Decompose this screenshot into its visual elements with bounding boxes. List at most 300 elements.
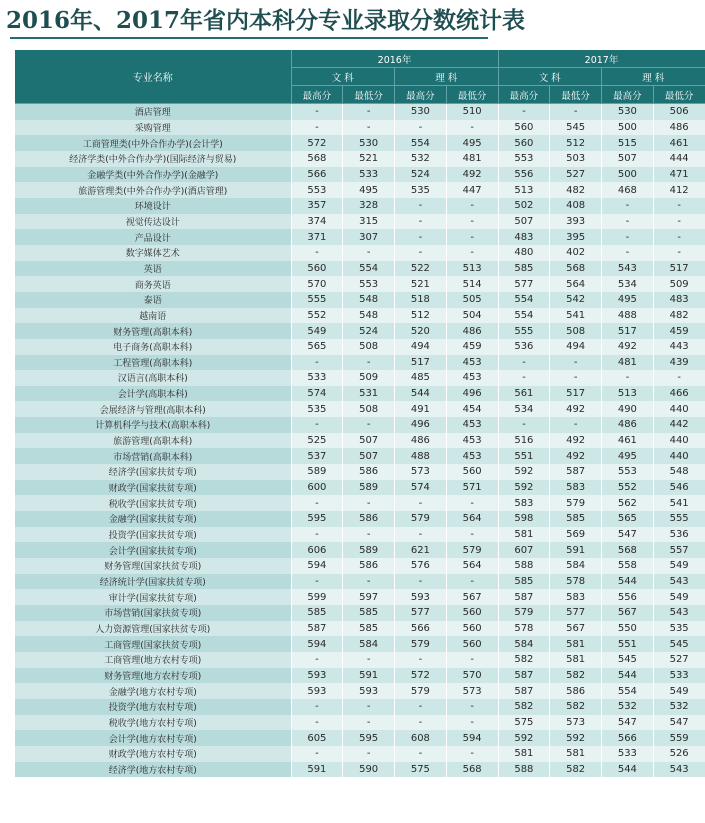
table-row: [15, 370, 705, 386]
score-cell: 551: [498, 448, 550, 464]
score-cell: 598: [498, 511, 550, 527]
score-cell: 588: [498, 558, 550, 574]
score-cell: 514: [446, 276, 498, 292]
score-cell: 453: [446, 433, 498, 449]
score-cell: -: [395, 495, 447, 511]
score-cell: 585: [343, 621, 395, 637]
score-cell: 513: [446, 261, 498, 277]
score-cell: 520: [395, 323, 447, 339]
score-cell: 548: [343, 308, 395, 324]
score-cell: 583: [550, 589, 602, 605]
score-header-max: 最高分: [602, 86, 654, 104]
score-cell: 408: [550, 198, 602, 214]
score-cell: 564: [550, 276, 602, 292]
table-row: [15, 511, 705, 527]
year-header-2016: 2016年: [291, 50, 498, 68]
score-cell: -: [395, 715, 447, 731]
score-cell: 586: [550, 683, 602, 699]
score-cell: 444: [653, 151, 705, 167]
score-cell: 566: [395, 621, 447, 637]
score-cell: -: [291, 715, 343, 731]
score-cell: 585: [498, 261, 550, 277]
score-cell: 534: [498, 401, 550, 417]
score-cell: -: [343, 355, 395, 371]
score-cell: -: [395, 120, 447, 136]
score-cell: 459: [446, 339, 498, 355]
score-table-container: [15, 50, 705, 777]
score-cell: 524: [395, 167, 447, 183]
table-row: [15, 433, 705, 449]
table-row: [15, 527, 705, 543]
score-cell: 509: [343, 370, 395, 386]
score-cell: 584: [498, 636, 550, 652]
score-cell: 315: [343, 214, 395, 230]
score-cell: 549: [653, 683, 705, 699]
score-cell: 593: [395, 589, 447, 605]
score-cell: 495: [446, 135, 498, 151]
score-cell: 507: [343, 433, 395, 449]
score-cell: 507: [602, 151, 654, 167]
score-cell: 546: [653, 480, 705, 496]
table-row: [15, 464, 705, 480]
table-row: [15, 276, 705, 292]
score-cell: -: [446, 229, 498, 245]
major-name-cell: 旅游管理(高职本科): [15, 433, 291, 449]
table-row: [15, 120, 705, 136]
score-cell: -: [343, 495, 395, 511]
score-cell: 581: [550, 636, 602, 652]
score-cell: 481: [446, 151, 498, 167]
score-cell: 558: [602, 558, 654, 574]
major-name-cell: 市场营销(国家扶贫专项): [15, 605, 291, 621]
score-cell: 579: [395, 683, 447, 699]
score-cell: 587: [498, 668, 550, 684]
score-cell: -: [602, 229, 654, 245]
score-cell: 594: [446, 730, 498, 746]
score-cell: 533: [343, 167, 395, 183]
major-name-cell: 工程管理(高职本科): [15, 355, 291, 371]
score-cell: -: [343, 699, 395, 715]
major-name-cell: 财务管理(地方农村专项): [15, 668, 291, 684]
score-cell: 549: [291, 323, 343, 339]
score-cell: 573: [550, 715, 602, 731]
score-cell: 579: [498, 605, 550, 621]
table-row: [15, 104, 705, 120]
score-cell: 522: [395, 261, 447, 277]
score-cell: -: [291, 245, 343, 261]
score-cell: 492: [550, 401, 602, 417]
major-name-cell: 电子商务(高职本科): [15, 339, 291, 355]
score-cell: 535: [291, 401, 343, 417]
score-cell: 440: [653, 433, 705, 449]
score-cell: 576: [395, 558, 447, 574]
score-cell: 439: [653, 355, 705, 371]
score-cell: 527: [550, 167, 602, 183]
score-cell: -: [446, 245, 498, 261]
score-cell: 440: [653, 401, 705, 417]
score-cell: 482: [653, 308, 705, 324]
score-cell: 587: [498, 589, 550, 605]
score-cell: 593: [343, 683, 395, 699]
score-cell: 579: [395, 511, 447, 527]
score-cell: 594: [291, 636, 343, 652]
score-cell: 582: [498, 699, 550, 715]
score-cell: 577: [395, 605, 447, 621]
score-cell: 543: [653, 574, 705, 590]
score-cell: 532: [395, 151, 447, 167]
table-row: [15, 683, 705, 699]
major-name-cell: 计算机科学与技术(高职本科): [15, 417, 291, 433]
score-cell: 544: [602, 762, 654, 778]
score-cell: 395: [550, 229, 602, 245]
score-cell: 549: [653, 558, 705, 574]
score-cell: 593: [291, 668, 343, 684]
score-cell: -: [446, 495, 498, 511]
score-cell: 587: [498, 683, 550, 699]
score-cell: 592: [498, 480, 550, 496]
score-cell: 571: [446, 480, 498, 496]
score-cell: 568: [446, 762, 498, 778]
score-cell: 607: [498, 542, 550, 558]
score-cell: 555: [291, 292, 343, 308]
score-cell: -: [602, 214, 654, 230]
score-cell: -: [550, 104, 602, 120]
score-cell: 575: [498, 715, 550, 731]
major-name-cell: 人力资源管理(国家扶贫专项): [15, 621, 291, 637]
major-name-cell: 工商管理类(中外合作办学)(会计学): [15, 135, 291, 151]
score-header-max: 最高分: [291, 86, 343, 104]
score-cell: -: [498, 104, 550, 120]
score-cell: 593: [291, 683, 343, 699]
score-cell: 555: [653, 511, 705, 527]
major-name-cell: 商务英语: [15, 276, 291, 292]
track-header-2016-science: 理 科: [395, 68, 499, 86]
score-cell: 564: [446, 511, 498, 527]
table-row: [15, 652, 705, 668]
score-cell: 554: [343, 261, 395, 277]
table-row: [15, 214, 705, 230]
score-cell: 492: [550, 433, 602, 449]
score-cell: 579: [550, 495, 602, 511]
score-cell: 357: [291, 198, 343, 214]
score-cell: 585: [291, 605, 343, 621]
score-cell: 527: [653, 652, 705, 668]
score-cell: 494: [550, 339, 602, 355]
score-cell: -: [446, 198, 498, 214]
major-name-cell: 采购管理: [15, 120, 291, 136]
table-row: [15, 292, 705, 308]
table-row: [15, 589, 705, 605]
major-name-cell: 英语: [15, 261, 291, 277]
score-cell: -: [395, 699, 447, 715]
score-cell: 545: [653, 636, 705, 652]
score-cell: -: [395, 746, 447, 762]
score-cell: 488: [395, 448, 447, 464]
score-cell: 572: [291, 135, 343, 151]
score-cell: -: [446, 574, 498, 590]
score-cell: 533: [291, 370, 343, 386]
major-name-cell: 汉语言(高职本科): [15, 370, 291, 386]
score-cell: 537: [291, 448, 343, 464]
major-name-cell: 酒店管理: [15, 104, 291, 120]
score-cell: 567: [602, 605, 654, 621]
score-cell: 328: [343, 198, 395, 214]
major-name-cell: 财政学(国家扶贫专项): [15, 480, 291, 496]
score-cell: 589: [343, 542, 395, 558]
score-table: [15, 50, 705, 777]
score-cell: 591: [343, 668, 395, 684]
table-row: [15, 323, 705, 339]
score-cell: 533: [653, 668, 705, 684]
score-cell: 548: [653, 464, 705, 480]
table-row: [15, 355, 705, 371]
score-cell: 526: [653, 746, 705, 762]
score-cell: 453: [446, 355, 498, 371]
score-cell: -: [395, 574, 447, 590]
score-cell: 548: [343, 292, 395, 308]
score-cell: 583: [550, 480, 602, 496]
score-cell: 468: [602, 182, 654, 198]
score-cell: 504: [446, 308, 498, 324]
score-cell: 461: [602, 433, 654, 449]
score-cell: 491: [395, 401, 447, 417]
score-header-max: 最高分: [395, 86, 447, 104]
score-cell: 574: [291, 386, 343, 402]
score-cell: -: [291, 527, 343, 543]
major-name-cell: 会计学(国家扶贫专项): [15, 542, 291, 558]
score-cell: 495: [602, 448, 654, 464]
score-cell: 577: [550, 605, 602, 621]
score-cell: 547: [602, 527, 654, 543]
score-header-min: 最低分: [550, 86, 602, 104]
major-name-cell: 审计学(国家扶贫专项): [15, 589, 291, 605]
score-cell: 486: [653, 120, 705, 136]
score-cell: 582: [550, 699, 602, 715]
score-cell: 480: [498, 245, 550, 261]
score-cell: -: [653, 370, 705, 386]
score-cell: 495: [343, 182, 395, 198]
score-cell: 554: [498, 292, 550, 308]
score-cell: 506: [653, 104, 705, 120]
score-header-max: 最高分: [498, 86, 550, 104]
score-cell: 533: [602, 746, 654, 762]
score-cell: 530: [602, 104, 654, 120]
score-cell: -: [446, 652, 498, 668]
score-cell: 508: [550, 323, 602, 339]
table-row: [15, 401, 705, 417]
score-cell: 542: [550, 292, 602, 308]
score-cell: 521: [395, 276, 447, 292]
score-header-min: 最低分: [343, 86, 395, 104]
score-cell: -: [291, 417, 343, 433]
score-header-min: 最低分: [446, 86, 498, 104]
table-row: [15, 574, 705, 590]
score-cell: 606: [291, 542, 343, 558]
score-cell: 553: [343, 276, 395, 292]
score-cell: 621: [395, 542, 447, 558]
table-body: [15, 104, 705, 778]
major-name-cell: 税收学(地方农村专项): [15, 715, 291, 731]
score-cell: 585: [343, 605, 395, 621]
score-cell: 587: [291, 621, 343, 637]
score-cell: 594: [291, 558, 343, 574]
score-cell: 517: [395, 355, 447, 371]
score-cell: 552: [602, 480, 654, 496]
score-cell: 544: [602, 668, 654, 684]
score-cell: 584: [550, 558, 602, 574]
score-cell: -: [395, 198, 447, 214]
score-cell: 557: [653, 542, 705, 558]
score-cell: 481: [602, 355, 654, 371]
score-cell: 307: [343, 229, 395, 245]
score-cell: 510: [446, 104, 498, 120]
score-cell: -: [395, 652, 447, 668]
major-name-cell: 金融学(地方农村专项): [15, 683, 291, 699]
score-cell: 483: [498, 229, 550, 245]
score-cell: 492: [602, 339, 654, 355]
score-cell: 568: [291, 151, 343, 167]
score-cell: -: [343, 104, 395, 120]
score-cell: 595: [291, 511, 343, 527]
score-cell: 564: [446, 558, 498, 574]
score-cell: 535: [653, 621, 705, 637]
score-cell: -: [291, 652, 343, 668]
score-cell: 554: [602, 683, 654, 699]
score-cell: -: [291, 355, 343, 371]
score-cell: -: [653, 229, 705, 245]
score-cell: -: [550, 355, 602, 371]
major-name-cell: 工商管理(地方农村专项): [15, 652, 291, 668]
score-cell: -: [343, 746, 395, 762]
table-row: [15, 699, 705, 715]
score-cell: 545: [602, 652, 654, 668]
table-row: [15, 668, 705, 684]
score-cell: 551: [602, 636, 654, 652]
major-name-cell: 投资学(地方农村专项): [15, 699, 291, 715]
major-name-cell: 金融学类(中外合作办学)(金融学): [15, 167, 291, 183]
score-cell: 524: [343, 323, 395, 339]
score-cell: 592: [498, 730, 550, 746]
score-cell: 544: [602, 574, 654, 590]
score-cell: 494: [395, 339, 447, 355]
score-cell: 561: [498, 386, 550, 402]
score-cell: 587: [550, 464, 602, 480]
score-cell: -: [395, 245, 447, 261]
major-name-cell: 会计学(地方农村专项): [15, 730, 291, 746]
major-name-cell: 经济学(国家扶贫专项): [15, 464, 291, 480]
table-row: [15, 182, 705, 198]
score-cell: 483: [653, 292, 705, 308]
score-cell: 461: [653, 135, 705, 151]
score-cell: 454: [446, 401, 498, 417]
score-cell: 535: [395, 182, 447, 198]
score-cell: -: [602, 370, 654, 386]
major-name-cell: 财务管理(高职本科): [15, 323, 291, 339]
major-name-cell: 经济统计学(国家扶贫专项): [15, 574, 291, 590]
score-cell: -: [291, 495, 343, 511]
score-cell: -: [446, 527, 498, 543]
score-cell: 565: [291, 339, 343, 355]
score-cell: -: [291, 746, 343, 762]
score-cell: 577: [498, 276, 550, 292]
score-cell: 440: [653, 448, 705, 464]
score-cell: 553: [498, 151, 550, 167]
score-cell: -: [343, 417, 395, 433]
score-cell: 567: [550, 621, 602, 637]
score-cell: 566: [602, 730, 654, 746]
score-cell: 590: [343, 762, 395, 778]
score-cell: -: [343, 715, 395, 731]
score-cell: 581: [550, 652, 602, 668]
score-cell: 552: [291, 308, 343, 324]
score-cell: 503: [550, 151, 602, 167]
score-cell: 588: [498, 762, 550, 778]
score-cell: 509: [653, 276, 705, 292]
score-cell: 559: [653, 730, 705, 746]
major-name-cell: 工商管理(国家扶贫专项): [15, 636, 291, 652]
score-cell: -: [343, 245, 395, 261]
table-row: [15, 417, 705, 433]
score-cell: 575: [395, 762, 447, 778]
score-cell: 459: [653, 323, 705, 339]
table-row: [15, 261, 705, 277]
score-cell: 502: [498, 198, 550, 214]
score-cell: 453: [446, 417, 498, 433]
table-row: [15, 621, 705, 637]
score-cell: 567: [446, 589, 498, 605]
score-cell: 500: [602, 120, 654, 136]
score-cell: -: [291, 120, 343, 136]
score-cell: 517: [602, 323, 654, 339]
major-name-cell: 税收学(国家扶贫专项): [15, 495, 291, 511]
major-name-cell: 市场营销(高职本科): [15, 448, 291, 464]
score-cell: 534: [602, 276, 654, 292]
score-cell: 600: [291, 480, 343, 496]
score-cell: 592: [550, 730, 602, 746]
score-cell: 525: [291, 433, 343, 449]
score-cell: 485: [395, 370, 447, 386]
score-cell: 412: [653, 182, 705, 198]
score-cell: -: [653, 214, 705, 230]
score-cell: -: [291, 104, 343, 120]
score-cell: 495: [602, 292, 654, 308]
score-cell: 547: [653, 715, 705, 731]
score-cell: 518: [395, 292, 447, 308]
score-cell: 555: [498, 323, 550, 339]
score-cell: 402: [550, 245, 602, 261]
table-row: [15, 730, 705, 746]
score-cell: 516: [498, 433, 550, 449]
score-cell: 550: [602, 621, 654, 637]
score-cell: 543: [653, 605, 705, 621]
score-cell: -: [446, 120, 498, 136]
score-cell: 541: [653, 495, 705, 511]
score-cell: 579: [446, 542, 498, 558]
table-row: [15, 229, 705, 245]
score-cell: -: [446, 214, 498, 230]
score-cell: 570: [291, 276, 343, 292]
score-cell: -: [395, 229, 447, 245]
score-cell: -: [498, 417, 550, 433]
score-cell: 560: [498, 135, 550, 151]
score-cell: 579: [395, 636, 447, 652]
score-cell: -: [498, 355, 550, 371]
score-cell: 586: [343, 558, 395, 574]
score-cell: -: [550, 370, 602, 386]
score-cell: 471: [653, 167, 705, 183]
major-name-cell: 旅游管理类(中外合作办学)(酒店管理): [15, 182, 291, 198]
score-cell: 549: [653, 589, 705, 605]
